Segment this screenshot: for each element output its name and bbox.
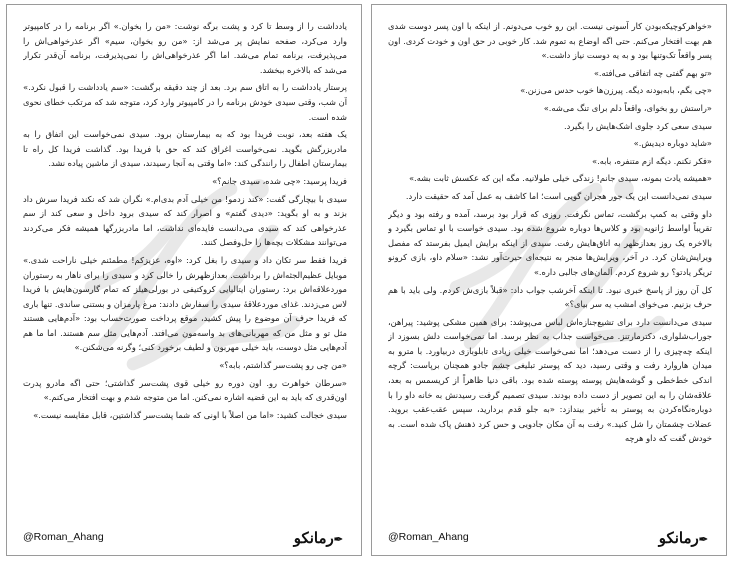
page-footer xyxy=(23,517,345,547)
page-body-text xyxy=(23,19,347,509)
paragraph: سیدی می‌دانست دارد برای تشیع‌جنازه‌اش لباس می‌پوشد: برای همین مشکی پوشید: پیراهن، جوراب‌شلواری، دکترمارتنز. می‌خواست جذاب به نظر برسد. اما نمی‌خواست دلش بسوزد از اینکه چه‌چیزی را از دست می‌دهد؛ اما نمی‌خواست خیلی زیادی تابلوبازی دربیاورد. با مترو به میدان هاروارد رفت و وقتی رسید، دید که پوستر تبلیغی چشم جادو همچنان برپاست: گرچه اندکی خط‌خطی و گوشه‌هایش پوسته پوسته شده بود. باقی دنیا ظاهراً از کریسمس به بعد، علاقه‌شان را به این تصویر از دست داده بودند. سیدی تصمیم گرفت رسیدنش به خانه داو را با دوباره‌نگاه‌کردن به پوستر به تأخیر بیندازد: «به جلو قدم بردارید، سپس عقب‌عقب بروید. عضلات چشمتان را شل کنید.» رفت به آن مکان جادویی و حس کرد ذهنش پاک شده است. به خودش گفت که داو هرچه xyxy=(388,316,712,444)
paragraph: «فکر نکنم. دیگه ازم متنفره، بابه.» xyxy=(592,155,712,166)
paragraph: پرستار یادداشت را به اتاق سم برد. بعد از چند دقیقه برگشت: «سم یادداشت را قبول نکرد.» آن شب، وقتی سیدی خودش برنامه را در کامپیوتر وارد کرد، متوجه شد که مرتکب خطای نحوی شده است. xyxy=(23,82,347,122)
paragraph: داو وقتی به کمپ برگشت، تماس نگرفت. روزی که قرار بود برسد، آمده و رفته بود و دیگر تقریباً اواسط ژانویه بود و کلاس‌ها دوباره شروع شده بود. سیدی خواست با او تماس بگیرد و بالاخره یک روز بعدازظهر به اتاق‌هایش رفت. سیدی از اینکه برایش ایمیل بفرستد که مفصل ویرایش‌شان کرد. در آخر، ویرایش‌ها منجر به نتیجه‌ای حیرت‌آور نشد: «سلام داو، بازی کرونو تریگر یادتو؟ رو شروع کردم. آلمان‌های جالبی داره.» xyxy=(388,208,712,277)
paragraph: «سرطان خواهرت رو. اون دوره رو خیلی قوی پشت‌سر گذاشتی؛ حتی اگه مادرو پدرت اون‌قدری که باید به این قضیه اشاره نمی‌کنن. اما من متوجه شدم و بهت افتخار می‌کنم.» xyxy=(23,377,347,403)
paragraph: سیدی سعی کرد جلوی اشک‌هایش را بگیرد. xyxy=(564,120,712,131)
paragraph: «چی بگم، بابه‌بودنه دیگه. پیرزن‌ها خوب حدس می‌زنن.» xyxy=(520,85,712,96)
brand-logo-text xyxy=(294,529,345,547)
paragraph: «خواهرکوچیکه‌بودن کار آسونی نیست. این رو خوب می‌دونم. از اینکه با اون پسر دوست شدی هم بهت افتخار می‌کنم. حتی اگه اوضاع به تموم شد. کار خوبی در حق اون و خودت کردی. اون پسر واقعاً تک‌وتنها بود و به یه دوست نیاز داشت.» xyxy=(388,21,712,61)
book-page-left xyxy=(6,4,362,556)
paragraph: «من چی رو پشت‌سر گذاشتم، بابه؟» xyxy=(219,360,347,371)
pen-icon: ✒ xyxy=(333,533,343,546)
paragraph: «همیشه یادت بمونه، سیدی جانم! زندگی خیلی طولانیه. مگه این که عکسش ثابت بشه.» xyxy=(408,173,712,184)
paragraph: سیدی نمی‌دانست این یک جور هجران گویی است؛ اما کاشف به عمل آمد که حقیقت دارد. xyxy=(405,190,712,201)
paragraph: یادداشت را از وسط تا کرد و پشت برگه نوشت: «من را بخوان.» اگر برنامه را در کامپیوتر وارد می‌کرد، صفحه نمایش پر می‌شد از: «من رو بخوان، سیم» اگر عذرخواهی‌اش را می‌پذیرفت، برنامه تمام می‌شد. اما اگر عذرخواهی‌اش را نمی‌پذیرفت، برنامه آن‌قدر تکرار می‌شد که بالاخره ببخشد. xyxy=(23,21,347,75)
paragraph: «راستش رو بخوای، واقعاً دلم برای تنگ می‌شه.» xyxy=(543,102,712,113)
paragraph: «تو بهم گفتی چه اتفاقی می‌افته.» xyxy=(593,67,712,78)
book-page-right xyxy=(371,4,727,556)
page-body-text xyxy=(388,19,712,509)
channel-handle[interactable]: @Roman_Ahang xyxy=(388,531,469,543)
paragraph: کل آن روز از پاسخ خبری نبود. تا اینکه آخرشب جواب داد: «قبلاً بازی‌ش کردم. ولی باید با هم حرف بزنیم. می‌خوای امشب یه سر بیای؟» xyxy=(388,284,712,310)
brand-name: رمانکو xyxy=(293,529,334,547)
paragraph: فریدا فقط سر تکان داد و سیدی را بغل کرد: «اوه، عزیزکم! مطمئنم خیلی ناراحت شدی.» موبایل عظیم‌الجثه‌اش را برداشت. بعدازظهرش را خالی کرد و سیدی را برای ناهار به رستوران موردعلاقه‌اش برد: رستوران ایتالیایی کروکتیفی در بورلی‌هیلز که تمام گارسون‌هایش با فریدا لاس می‌زدند. غذای موردعلاقهٔ سیدی را سفارش دادند: مرغ پارمزان و بستنی ساندی. تنها باری که فریدا حرف آن موضوع را پیش کشید، موقع پرداخت صورت‌حساب بود: «آدم‌هایی هستند مثل تو و مثل من که مهربانی‌های بد واسه‌مون می‌افتد. آدم‌هایی مثل سم هستند. اما ما هم آدم‌هایی مثل دوست، باید خیلی مهربون و لطیف برخورد کنی؛ وگرنه می‌شکنن.» xyxy=(23,254,347,353)
brand-name: رمانکو xyxy=(658,529,699,547)
paragraph: «شاید دوباره دیدیش.» xyxy=(633,138,712,149)
paragraph: سیدی خجالت کشید: «اما من اصلاً با اونی که شما پشت‌سر گذاشتین، قابل مقایسه نیست.» xyxy=(33,409,347,420)
paragraph: یک هفته بعد، نوبت فریدا بود که به بیمارستان برود. سیدی نمی‌خواست این اتفاق را به مادربزرگش بگوید. نمی‌خواست اغراق کند که حق با فریدا بود. گذاشت فریدا کل راه تا بیمارستان اطفال را رانندگی کند: «اما وقتی به آنجا رسیدند، سیدی از ماشین پیاده نشد. xyxy=(23,129,347,169)
pen-icon: ✒ xyxy=(698,533,708,546)
page-footer xyxy=(388,517,710,547)
channel-handle[interactable]: @Roman_Ahang xyxy=(23,531,104,543)
paragraph: سیدی با بیچارگی گفت: «کند زدمو! من خیلی آدم بدی‌ام.» نگران شد که نکند فریدا سرش داد بزند و به او بگوید: «دیدی گفتم» و اصرار کند که سیدی برود داخل و سعی کند از سم عذرخواهی کند که سیدی می‌دانست فایده‌ای نداشت، اما مادربزرگها همیشه فکر می‌کردند می‌توانند مشکلات بچه‌ها را حل‌وفصل کنند. xyxy=(23,193,347,248)
brand-logo-text xyxy=(659,529,710,547)
paragraph: فریدا پرسید: «چی شده، سیدی جانم؟» xyxy=(212,175,347,186)
